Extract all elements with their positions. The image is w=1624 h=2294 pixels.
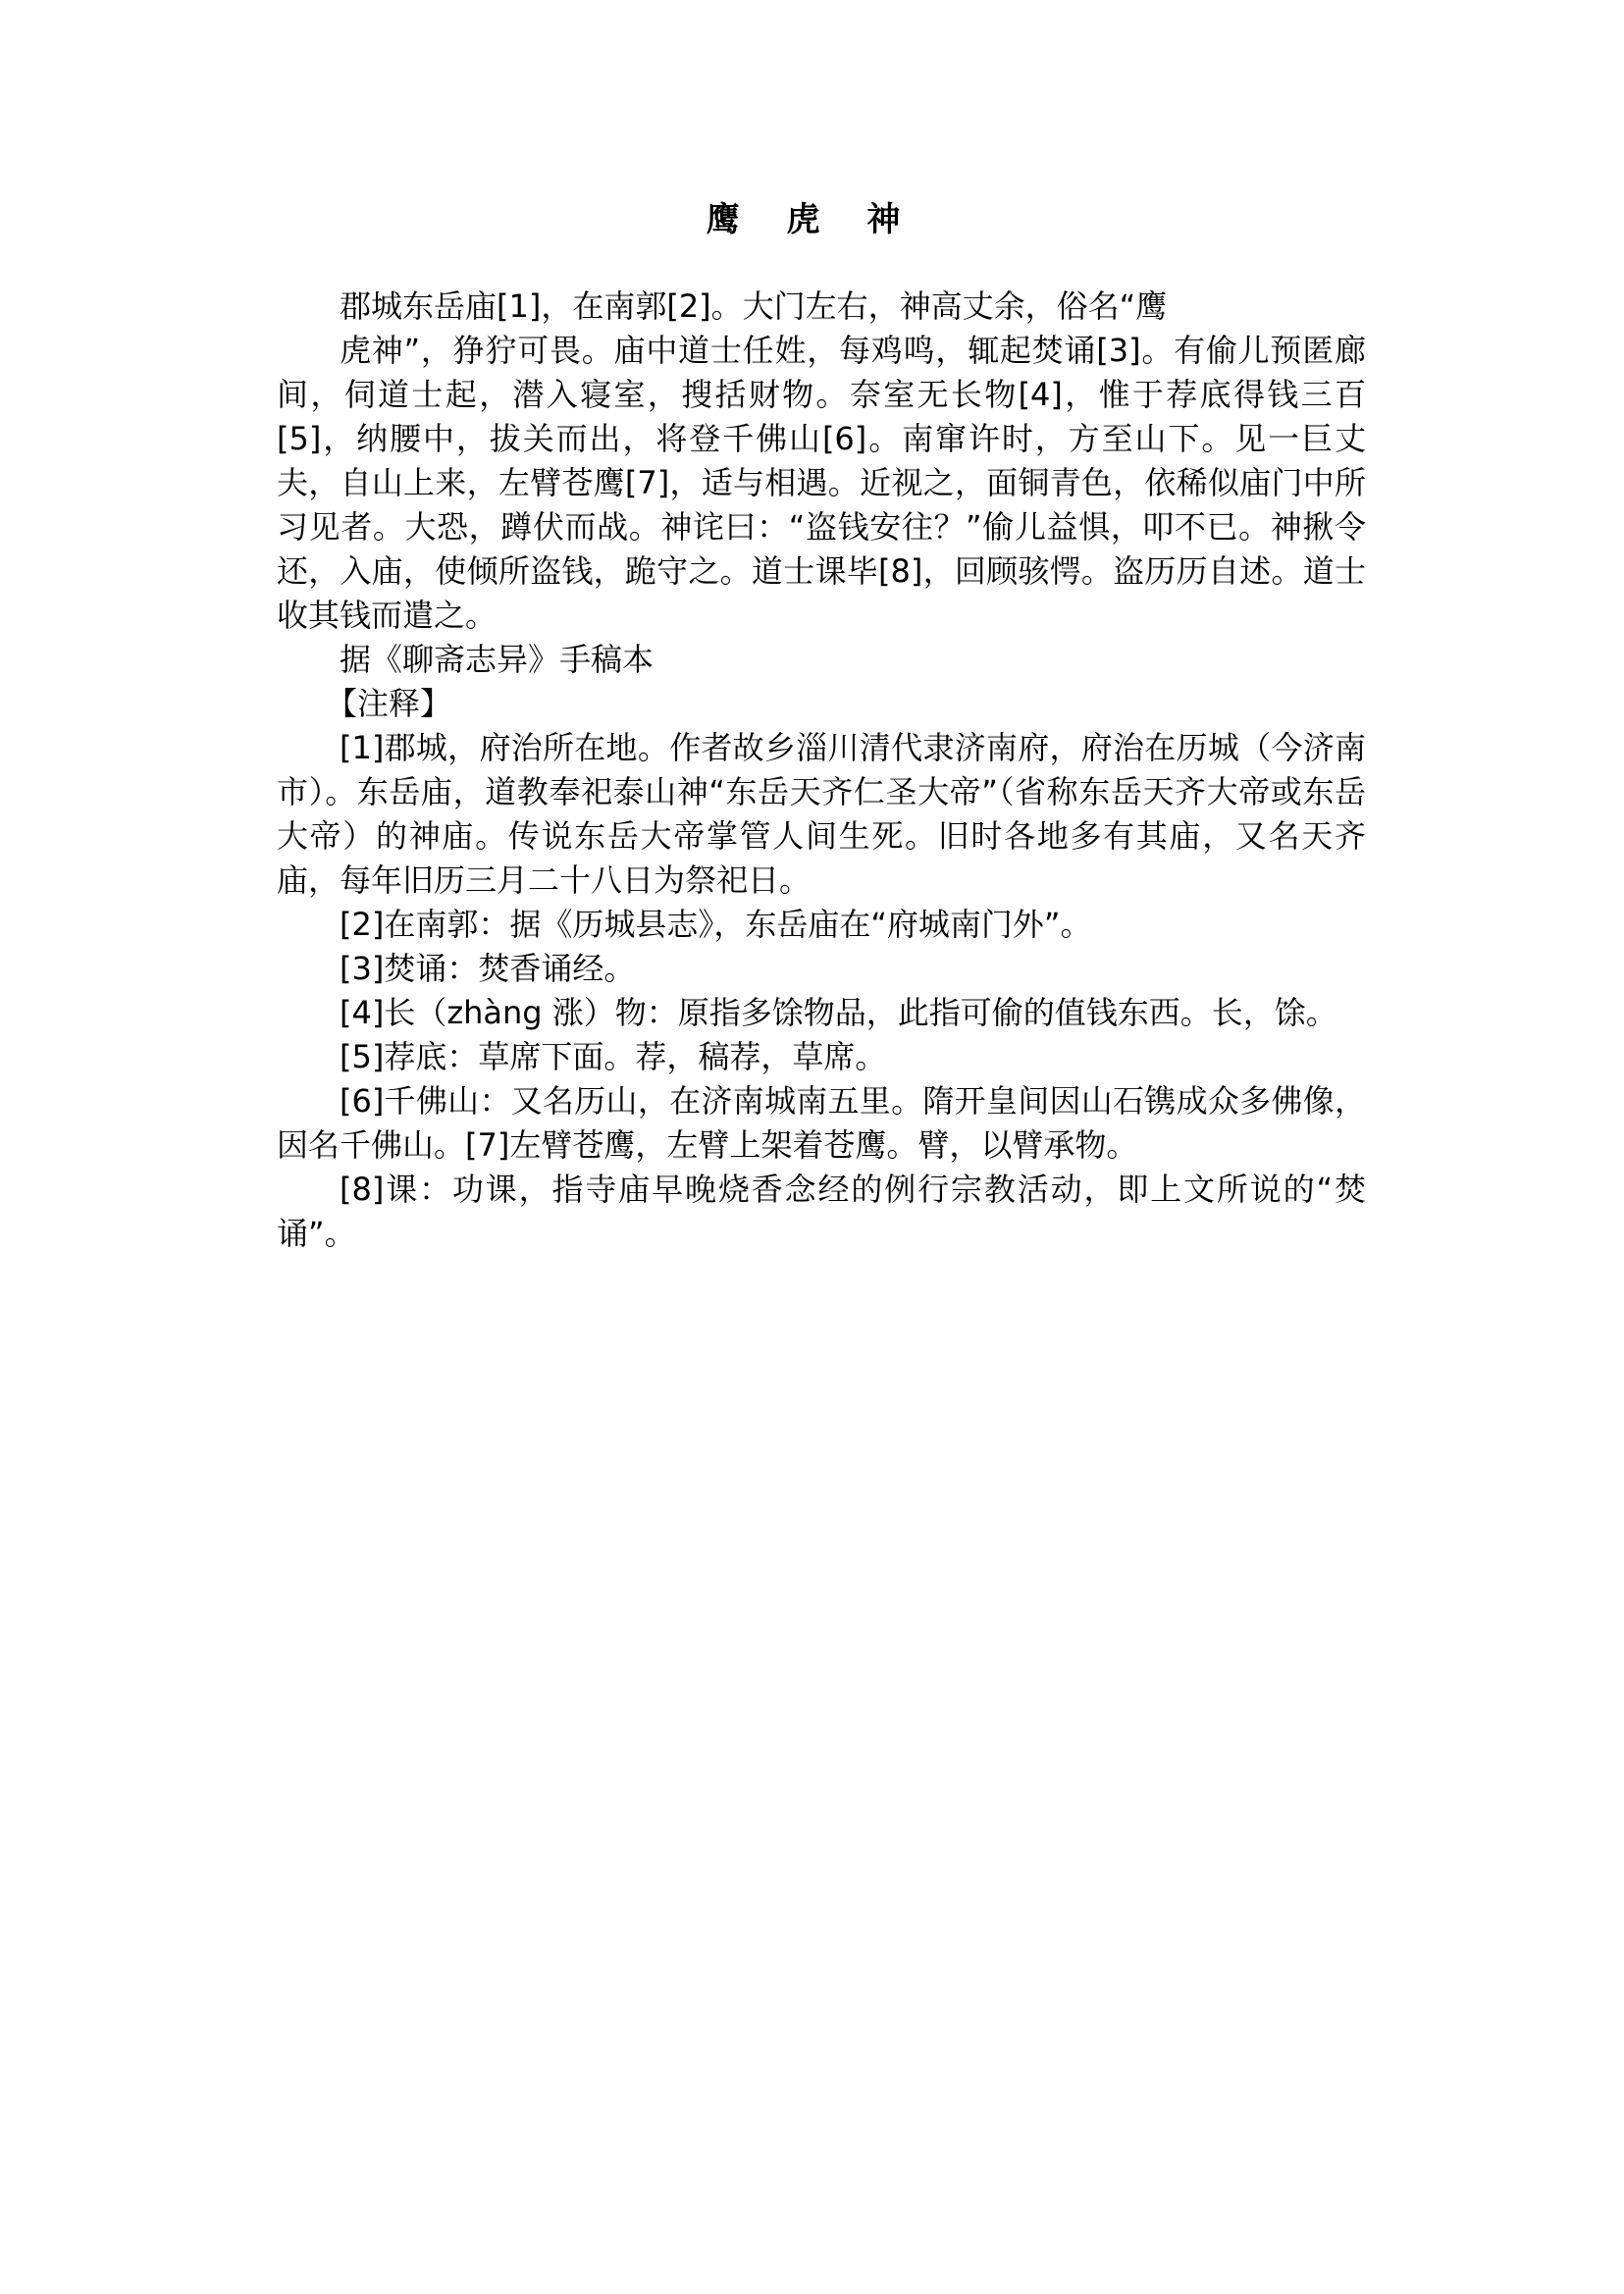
note-6-7: [6]千佛山：又名历山，在济南城南五里。隋开皇间因山石镌成众多佛像，因名千佛山。[7]左臂苍鹰，左臂上架着苍鹰。臂，以臂承物。 — [277, 1082, 1366, 1164]
note-8: [8]课：功课，指寺庙早晚烧香念经的例行宗教活动，即上文所说的“焚诵”。 — [277, 1171, 1366, 1252]
paragraph-intro-line: 郡城东岳庙[1]，在南郭[2]。大门左右，神高丈余，俗名“鹰 — [340, 287, 1168, 325]
document-body — [277, 285, 1366, 1256]
paragraph-story: 虎神”，狰狞可畏。庙中道士任姓，每鸡鸣，辄起焚诵[3]。有偷儿预匿廊间，伺道士起，潜入寝室，搜括财物。奈室无长物[4]，惟于荐底得钱三百[5]，纳腰中，拔关而出，将登千佛山[6]。南窜许时，方至山下。见一巨丈夫，自山上来，左臂苍鹰[7]，适与相遇。近视之，面铜青色，依稀似庙门中所习见者。大恐，蹲伏而战。神诧曰：“盗钱安往？”偷儿益惧，叩不已。神揪令还，入庙，使倾所盗钱，跪守之。道士课毕[8]，回顾骇愕。盗历历自述。道士收其钱而遣之。 — [277, 332, 1366, 634]
document-title: 鹰 虎 神 — [706, 200, 918, 239]
notes-heading: 【注释】 — [326, 685, 452, 722]
note-2: [2]在南郭：据《历城县志》，东岳庙在“府城南门外”。 — [340, 906, 1092, 943]
note-1: [1]郡城，府治所在地。作者故乡淄川清代隶济南府，府治在历城（今济南市）。东岳庙，道教奉祀泰山神“东岳天齐仁圣大帝”（省称东岳天齐大帝或东岳大帝）的神庙。传说东岳大帝掌管人间生死。旧时各地多有其庙，又名天齐庙，每年旧历三月二十八日为祭祀日。 — [277, 729, 1366, 899]
note-4: [4]长（zhàng 涨）物：原指多馀物品，此指可偷的值钱东西。长，馀。 — [340, 994, 1337, 1031]
note-3: [3]焚诵：焚香诵经。 — [340, 950, 636, 987]
source-note: 据《聊斋志异》手稿本 — [340, 641, 655, 678]
note-5: [5]荐底：草席下面。荐，稿荐，草席。 — [340, 1038, 887, 1075]
